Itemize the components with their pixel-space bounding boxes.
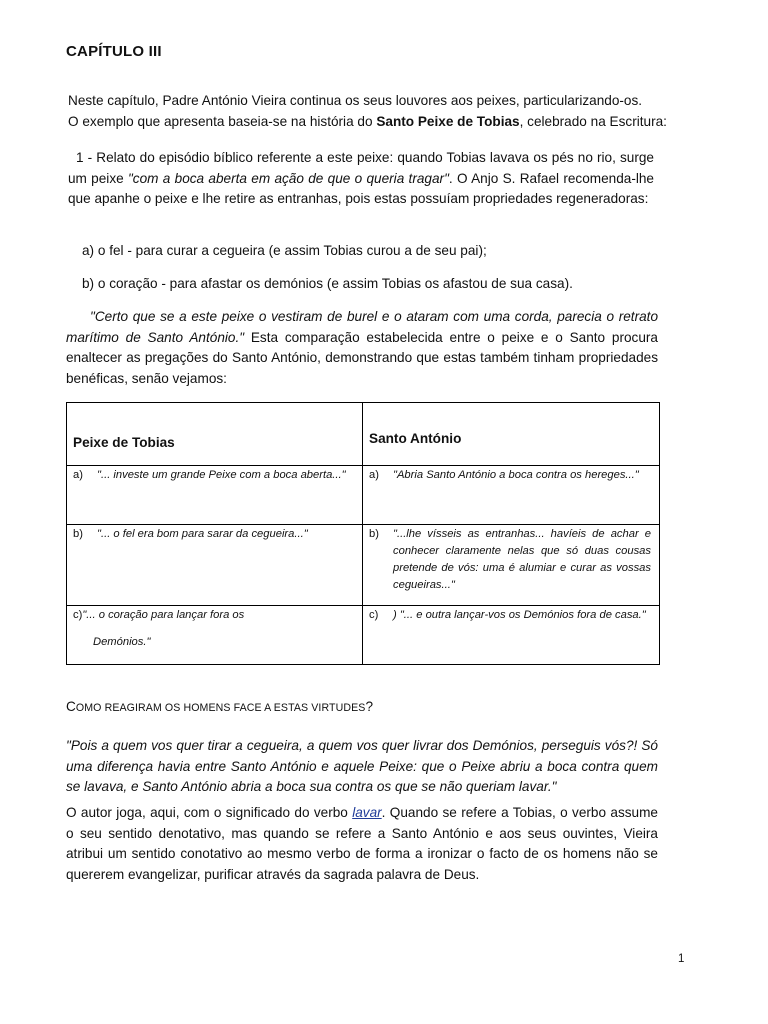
comparison-text: Esta comparação estabelecida entre o peixe e o Santo procura enaltecer as pregações do Santo António, demonstrando que estas também tinham propriedades benéficas, senão vejamos: [66, 329, 658, 386]
comparison-quote: "Certo que se a este peixe o vestiram de burel e o ataram com uma corda, parecia o retrato marítimo de Santo António." [66, 309, 658, 345]
item-1-quote: "com a boca aberta em ação de que o queria tragar" [127, 170, 449, 186]
intro-line-1: Neste capítulo, Padre António Vieira continua os seus louvores aos peixes, particularizando-os. [68, 93, 643, 108]
table-cell [67, 525, 363, 606]
final-text-a: O autor joga, aqui, com o significado do verbo [66, 805, 353, 820]
table-row [67, 606, 660, 665]
table-cell [363, 606, 660, 665]
table-header-peixe: Peixe de Tobias [67, 403, 363, 466]
comparison-table [66, 402, 660, 665]
cell-text [67, 606, 362, 624]
table-row [67, 525, 660, 606]
cell-text-a: "... o coração para lançar fora os [82, 609, 245, 621]
final-text-b: . Quando se refere a Tobias, o verbo assume o seu sentido denotativo, mas quando se refere a Santo António e aos seus ouvintes, Vieira atribui um sentido conotativo ao mesmo verbo de forma a ironizar o facto de os homens não se quererem evangelizar, purificar através da sagrada palavra de Deus. [66, 805, 658, 882]
table-cell [363, 525, 660, 606]
cell-text: ) "... e outra lançar-vos os Demónios fora de casa." [393, 609, 646, 621]
item-1-paragraph [68, 148, 654, 210]
row-marker: b) [369, 528, 379, 540]
lavar-link[interactable]: lavar [352, 805, 382, 820]
cell-text: "... investe um grande Peixe com a boca aberta..." [97, 469, 346, 481]
page-number: 1 [678, 953, 685, 965]
row-marker: a) [369, 469, 379, 481]
table-cell [67, 466, 363, 525]
table-header-row [67, 403, 660, 466]
item-fel: a) o fel - para curar a cegueira (e assim Tobias curou a de seu pai); [82, 243, 487, 258]
row-marker: b) [73, 528, 83, 540]
table-cell [67, 606, 363, 665]
row-marker: c) [369, 609, 379, 621]
chapter-title: CAPÍTULO III [66, 43, 162, 60]
intro-paragraph [68, 91, 708, 132]
cell-text: "Abria Santo António a boca contra os hereges..." [393, 469, 639, 481]
final-paragraph [66, 803, 658, 885]
table-header-santo: Santo António [363, 403, 660, 466]
cell-text-b: Demónios." [93, 636, 151, 648]
intro-line-2a: O exemplo que apresenta baseia-se na história do [68, 113, 377, 129]
item-1-text-a: 1 - Relato do episódio bíblico referente a este peixe: quando Tobias lavava os pés no rio, surge um peixe [68, 150, 654, 186]
row-marker: c) [73, 609, 83, 621]
item-1-text-b: . O Anjo S. Rafael recomenda-lhe que apanhe o peixe e lhe retire as entranhas, pois estas possuíam propriedades regeneradoras: [68, 170, 654, 206]
intro-line-2b: , celebrado na Escritura: [519, 113, 667, 129]
table-cell [363, 466, 660, 525]
comparison-paragraph [66, 307, 658, 389]
cell-text: "... o fel era bom para sarar da cegueira..." [97, 528, 308, 540]
sermon-quote: "Pois a quem vos quer tirar a cegueira, a quem vos quer livrar dos Demónios, perseguis vós?! Só uma diferença havia entre Santo António e aquele Peixe: que o Peixe abriu a boca contra quem se lavava, e Santo António abria a boca sua contra os que se não queriam lavar." [66, 738, 658, 794]
row-marker: a) [73, 469, 83, 481]
intro-bold-title: Santo Peixe de Tobias [376, 113, 520, 129]
table-row [67, 466, 660, 525]
section-heading: COMO REAGIRAM OS HOMENS FACE A ESTAS VIRTUDES? [66, 699, 374, 714]
cell-text: "...lhe vísseis as entranhas... havíeis de achar e conhecer claramente nelas que só duas cousas pretende de vós: uma é alumiar e curar as vossas cegueiras..." [393, 528, 651, 591]
item-coracao: b) o coração - para afastar os demónios (e assim Tobias os afastou de sua casa). [82, 276, 573, 291]
